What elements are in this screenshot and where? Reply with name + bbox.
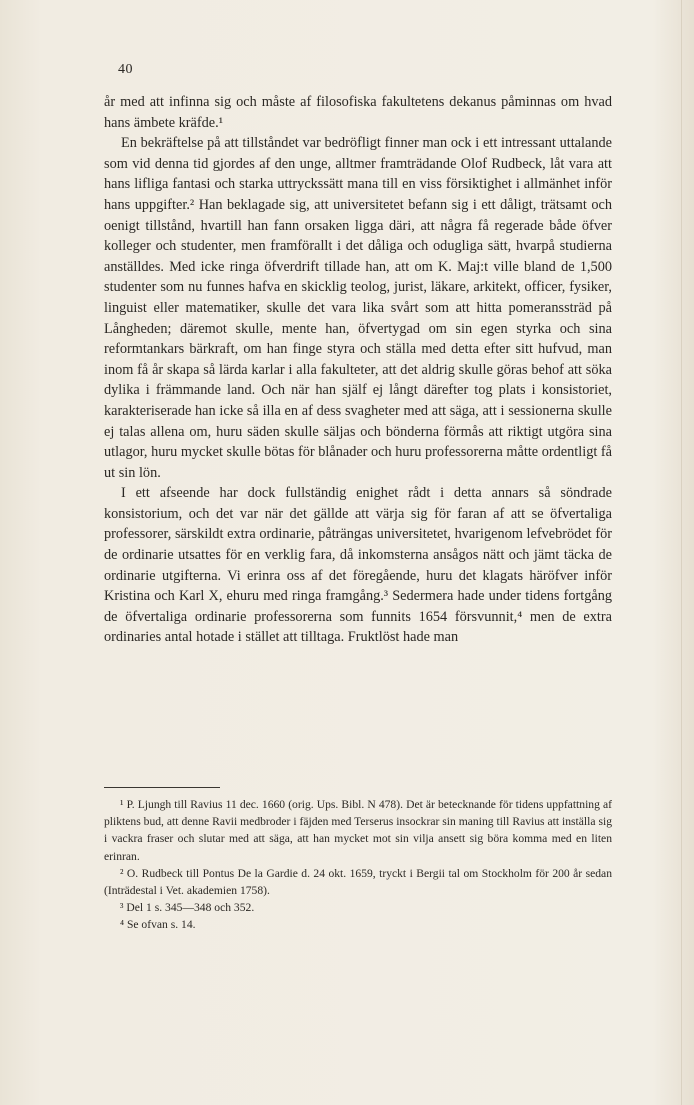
page-number: 40	[118, 62, 133, 77]
page-edge	[681, 0, 694, 1105]
paragraph-rudbeck: En bekräftelse på att tillståndet var bedröfligt finner man ock i ett intressant uttalande som vid denna tid gjordes af den unge, alltmer framträdande Olof Rudbeck, låt vara att hans lifliga fantasi och starka uttryckssätt mana till en viss försiktighet i allmänhet inför hans uppgifter.² Han beklagade sig, att universitetet befann sig i ett dåligt, trätsamt och oenigt tillstånd, hvartill han fann orsaken ligga däri, att några få regerade både öfver kolleger och studenter, men framförallt i det dåliga och odugliga sätt, hvarpå studierna anställdes. Med icke ringa öfverdrift tillade han, att om K. Maj:t ville bland de 1,500 studenter som nu funnes hafva en skicklig teolog, jurist, läkare, arkitekt, officer, fysiker, linguist eller matematiker, skulle det vara lika svårt som att hitta pomeranssträd på Långheden; däremot skulle, mente han, öfvertygad om sin egen styrka och sina reformtankars bärkraft, om han finge styra och ställa med detta efter sitt hufvud, man inom få år skapa så lärda karlar i alla fakulteter, att det aldrig skulle göras behof att söka dylika i främmande land. Och när han själf ej långt därefter tog plats i konsistoriet, karakteriserade han icke så illa en af dess svagheter med att säga, att i sessionerna skulle ej talas allena om, huru säden skulle säljas och bönderna förmås att riktigt utgöra sina utlagor, huru mycket skulle bötas för blånader och huru professorerna måtte ordentligt få ut sin lön.	[104, 135, 612, 481]
paragraph-consistory: I ett afseende har dock fullständig enighet rådt i detta annars så söndrade konsistorium, och det var när det gällde att värja sig för faran af att se öfvertaliga professorer, särskildt extra ordinarie, påträngas universitetet, hvarigenom lefvebrödet för de ordinarie utsattes för en verklig fara, då inkomsterna ansågos nätt och jämt täcka de ordinarie utgifterna. Vi erinra oss af det föregående, huru det klagats häröfver inför Kristina och Karl X, ehuru med ringa framgång.³ Sedermera hade under tidens fortgång de öfvertaliga ordinarie professorerna som funnits 1654 försvunnit,⁴ men de extra ordinaries antal hotade i stället att tilltaga. Fruktlöst hade man	[104, 485, 612, 646]
paragraph-continued: år med att infinna sig och måste af filosofiska fakultetens dekanus påminnas om hvad hans ämbete kräfde.¹	[104, 94, 612, 131]
footnote-3: ³ Del 1 s. 345—348 och 352.	[120, 901, 255, 915]
footnote-4: ⁴ Se ofvan s. 14.	[120, 918, 196, 932]
main-text	[104, 92, 612, 648]
footnotes	[104, 796, 612, 934]
footnote-divider	[104, 787, 220, 788]
footnote-2: ² O. Rudbeck till Pontus De la Gardie d. 24 okt. 1659, tryckt i Bergii tal om Stockholm för 200 år sedan (Inträdestal i Vet. akademien 1758).	[104, 866, 612, 898]
footnote-1: ¹ P. Ljungh till Ravius 11 dec. 1660 (orig. Ups. Bibl. N 478). Det är betecknande för tidens uppfattning af pliktens bud, att denne Ravii medbroder i fäjden med Terserus insockrar sin maning till Ravius att inställa sig i vackra fraser och slutar med att säga, att han mycket mot sin vilja ansett sig böra komma med en liten erinran.	[104, 798, 612, 863]
